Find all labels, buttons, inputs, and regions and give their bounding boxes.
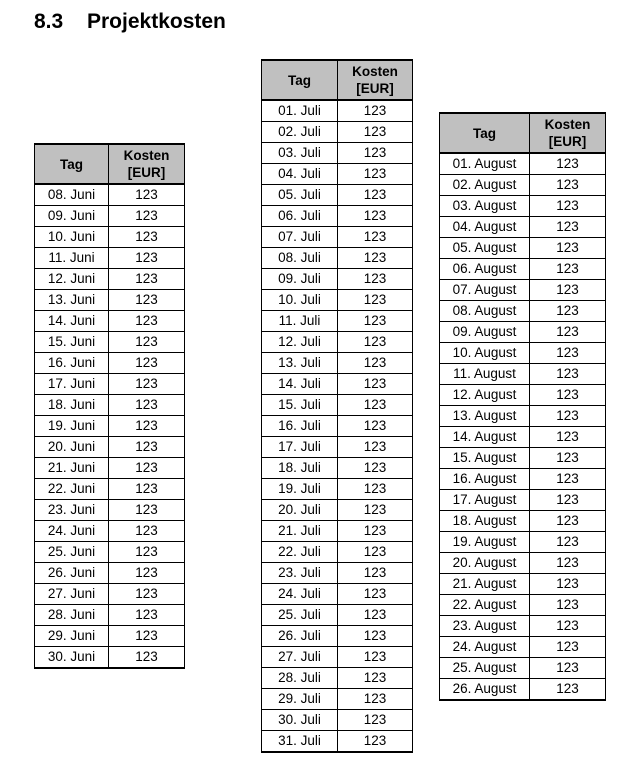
day-cell: 31. Juli (262, 731, 338, 753)
table-row (262, 542, 413, 563)
day-cell: 20. Juni (35, 437, 109, 458)
table-row (35, 416, 185, 437)
cost-cell: 123 (338, 500, 413, 521)
table-row (440, 637, 606, 658)
day-cell: 24. August (440, 637, 530, 658)
table-row (35, 584, 185, 605)
cost-cell: 123 (338, 332, 413, 353)
table-row (440, 427, 606, 448)
table-row (440, 238, 606, 259)
header-cost-label: Kosten (544, 117, 591, 132)
day-cell: 17. Juli (262, 437, 338, 458)
table-row (440, 469, 606, 490)
table-row (35, 248, 185, 269)
day-cell: 22. Juli (262, 542, 338, 563)
table-row (262, 500, 413, 521)
table-row (262, 122, 413, 143)
table-row (262, 563, 413, 584)
table-row (262, 689, 413, 710)
day-cell: 09. Juli (262, 269, 338, 290)
section-number: 8.3 (34, 10, 64, 33)
cost-cell: 123 (530, 490, 606, 511)
table-row (262, 584, 413, 605)
cost-cell: 123 (530, 259, 606, 280)
day-cell: 10. Juni (35, 227, 109, 248)
day-cell: 15. Juli (262, 395, 338, 416)
cost-cell: 123 (530, 322, 606, 343)
day-cell: 17. August (440, 490, 530, 511)
cost-cell: 123 (338, 248, 413, 269)
table-row (262, 248, 413, 269)
table-row (35, 227, 185, 248)
table-row (35, 374, 185, 395)
cost-cell: 123 (530, 574, 606, 595)
cost-cell: 123 (109, 353, 185, 374)
day-cell: 13. Juli (262, 353, 338, 374)
table-row (262, 332, 413, 353)
day-cell: 28. Juni (35, 605, 109, 626)
table-row (262, 353, 413, 374)
column-header-cost (109, 144, 185, 184)
cost-cell: 123 (530, 658, 606, 679)
cost-cell: 123 (338, 710, 413, 731)
day-cell: 20. Juli (262, 500, 338, 521)
table-row (440, 448, 606, 469)
table-row (440, 511, 606, 532)
cost-cell: 123 (530, 553, 606, 574)
day-cell: 12. Juli (262, 332, 338, 353)
day-cell: 05. August (440, 238, 530, 259)
table-row (35, 521, 185, 542)
header-day-label: Tag (288, 72, 311, 88)
section-title: Projektkosten (87, 10, 226, 33)
column-header-day (35, 144, 109, 184)
table-row (440, 217, 606, 238)
table-row (440, 406, 606, 427)
cost-cell: 123 (530, 196, 606, 217)
cost-cell: 123 (530, 153, 606, 175)
day-cell: 10. Juli (262, 290, 338, 311)
day-cell: 25. August (440, 658, 530, 679)
cost-cell: 123 (338, 164, 413, 185)
cost-cell: 123 (338, 227, 413, 248)
day-cell: 10. August (440, 343, 530, 364)
day-cell: 19. August (440, 532, 530, 553)
cost-cell: 123 (530, 364, 606, 385)
cost-cell: 123 (109, 290, 185, 311)
day-cell: 29. Juli (262, 689, 338, 710)
day-cell: 18. Juni (35, 395, 109, 416)
cost-cell: 123 (530, 301, 606, 322)
table-row (440, 616, 606, 637)
cost-cell: 123 (530, 217, 606, 238)
cost-cell: 123 (109, 437, 185, 458)
day-cell: 25. Juni (35, 542, 109, 563)
cost-cell: 123 (530, 343, 606, 364)
table-row (262, 143, 413, 164)
cost-cell: 123 (338, 542, 413, 563)
table-row (262, 731, 413, 753)
day-cell: 13. August (440, 406, 530, 427)
day-cell: 12. Juni (35, 269, 109, 290)
table-row (440, 595, 606, 616)
cost-cell: 123 (530, 175, 606, 196)
table-row (262, 311, 413, 332)
day-cell: 12. August (440, 385, 530, 406)
cost-cell: 123 (338, 122, 413, 143)
cost-cell: 123 (109, 626, 185, 647)
cost-table-juli (261, 59, 413, 753)
table-row (35, 311, 185, 332)
cost-cell: 123 (530, 637, 606, 658)
cost-cell: 123 (530, 385, 606, 406)
day-cell: 14. Juli (262, 374, 338, 395)
cost-cell: 123 (338, 521, 413, 542)
day-cell: 24. Juni (35, 521, 109, 542)
table-row (35, 605, 185, 626)
day-cell: 01. August (440, 153, 530, 175)
table-header-row (262, 60, 413, 100)
cost-cell: 123 (109, 184, 185, 206)
column-header-day (262, 60, 338, 100)
day-cell: 18. August (440, 511, 530, 532)
column-header-day (440, 113, 530, 153)
table-row (35, 500, 185, 521)
day-cell: 07. Juli (262, 227, 338, 248)
day-cell: 26. Juli (262, 626, 338, 647)
table-row (262, 479, 413, 500)
cost-cell: 123 (338, 563, 413, 584)
cost-cell: 123 (338, 626, 413, 647)
cost-cell: 123 (338, 437, 413, 458)
day-cell: 30. Juli (262, 710, 338, 731)
cost-cell: 123 (109, 542, 185, 563)
cost-table-august (439, 112, 606, 701)
cost-cell: 123 (338, 689, 413, 710)
cost-cell: 123 (530, 406, 606, 427)
cost-cell: 123 (109, 206, 185, 227)
day-cell: 04. Juli (262, 164, 338, 185)
table-row (262, 647, 413, 668)
day-cell: 02. August (440, 175, 530, 196)
day-cell: 03. Juli (262, 143, 338, 164)
table-row (262, 668, 413, 689)
table-row (440, 532, 606, 553)
table-row (35, 395, 185, 416)
table-row (262, 374, 413, 395)
header-day-label: Tag (60, 156, 83, 172)
cost-cell: 123 (338, 374, 413, 395)
table-row (440, 490, 606, 511)
day-cell: 18. Juli (262, 458, 338, 479)
cost-cell: 123 (109, 500, 185, 521)
table-row (35, 206, 185, 227)
table-row (35, 269, 185, 290)
table-row (262, 100, 413, 122)
cost-cell: 123 (338, 395, 413, 416)
table-row (440, 679, 606, 701)
day-cell: 02. Juli (262, 122, 338, 143)
cost-cell: 123 (109, 479, 185, 500)
table-row (262, 269, 413, 290)
cost-cell: 123 (109, 269, 185, 290)
table-row (440, 343, 606, 364)
table-row (262, 290, 413, 311)
table-row (35, 563, 185, 584)
table-row (440, 322, 606, 343)
table-row (35, 353, 185, 374)
day-cell: 08. Juni (35, 184, 109, 206)
cost-cell: 123 (338, 584, 413, 605)
table-row (262, 395, 413, 416)
day-cell: 14. August (440, 427, 530, 448)
day-cell: 26. Juni (35, 563, 109, 584)
header-cost-label: Kosten (123, 148, 170, 163)
cost-cell: 123 (530, 616, 606, 637)
cost-cell: 123 (530, 511, 606, 532)
day-cell: 27. Juni (35, 584, 109, 605)
table-row (262, 458, 413, 479)
day-cell: 20. August (440, 553, 530, 574)
day-cell: 14. Juni (35, 311, 109, 332)
cost-cell: 123 (530, 595, 606, 616)
day-cell: 30. Juni (35, 647, 109, 669)
table-row (440, 658, 606, 679)
table-row (35, 437, 185, 458)
cost-cell: 123 (338, 206, 413, 227)
day-cell: 19. Juni (35, 416, 109, 437)
day-cell: 24. Juli (262, 584, 338, 605)
cost-cell: 123 (109, 416, 185, 437)
table-row (262, 605, 413, 626)
table-row (262, 437, 413, 458)
cost-cell: 123 (338, 668, 413, 689)
day-cell: 15. August (440, 448, 530, 469)
day-cell: 22. August (440, 595, 530, 616)
table-header-row (440, 113, 606, 153)
table-row (440, 385, 606, 406)
cost-cell: 123 (338, 143, 413, 164)
table-row (35, 479, 185, 500)
day-cell: 21. Juni (35, 458, 109, 479)
cost-cell: 123 (338, 605, 413, 626)
cost-cell: 123 (338, 290, 413, 311)
table-row (440, 280, 606, 301)
cost-cell: 123 (338, 353, 413, 374)
cost-cell: 123 (109, 521, 185, 542)
column-header-cost (338, 60, 413, 100)
cost-cell: 123 (109, 647, 185, 669)
cost-cell: 123 (530, 238, 606, 259)
section-heading (34, 9, 226, 35)
day-cell: 17. Juni (35, 374, 109, 395)
table-row (35, 647, 185, 669)
cost-cell: 123 (530, 280, 606, 301)
table-row (262, 227, 413, 248)
day-cell: 16. Juni (35, 353, 109, 374)
table-row (440, 175, 606, 196)
day-cell: 22. Juni (35, 479, 109, 500)
day-cell: 15. Juni (35, 332, 109, 353)
day-cell: 23. Juli (262, 563, 338, 584)
day-cell: 11. Juli (262, 311, 338, 332)
cost-table-juni (34, 143, 185, 669)
day-cell: 26. August (440, 679, 530, 701)
header-cost-label: Kosten (352, 64, 398, 79)
table-row (440, 153, 606, 175)
header-cost-unit: [EUR] (127, 165, 166, 180)
day-cell: 01. Juli (262, 100, 338, 122)
cost-cell: 123 (109, 458, 185, 479)
table-row (262, 416, 413, 437)
day-cell: 23. August (440, 616, 530, 637)
day-cell: 06. Juli (262, 206, 338, 227)
day-cell: 27. Juli (262, 647, 338, 668)
table-row (35, 542, 185, 563)
cost-cell: 123 (109, 395, 185, 416)
header-cost-unit: [EUR] (548, 134, 587, 149)
table-row (262, 206, 413, 227)
table-row (35, 626, 185, 647)
day-cell: 16. August (440, 469, 530, 490)
cost-cell: 123 (530, 469, 606, 490)
day-cell: 23. Juni (35, 500, 109, 521)
table-row (440, 553, 606, 574)
table-row (440, 259, 606, 280)
table-row (262, 626, 413, 647)
day-cell: 19. Juli (262, 479, 338, 500)
day-cell: 29. Juni (35, 626, 109, 647)
table-row (262, 521, 413, 542)
cost-cell: 123 (338, 100, 413, 122)
day-cell: 04. August (440, 217, 530, 238)
day-cell: 08. Juli (262, 248, 338, 269)
cost-cell: 123 (530, 532, 606, 553)
day-cell: 05. Juli (262, 185, 338, 206)
table-row (440, 364, 606, 385)
column-header-cost (530, 113, 606, 153)
cost-cell: 123 (338, 269, 413, 290)
header-day-label: Tag (473, 125, 496, 141)
table-row (35, 458, 185, 479)
cost-cell: 123 (338, 185, 413, 206)
day-cell: 11. Juni (35, 248, 109, 269)
day-cell: 16. Juli (262, 416, 338, 437)
day-cell: 06. August (440, 259, 530, 280)
cost-cell: 123 (109, 605, 185, 626)
table-row (262, 185, 413, 206)
day-cell: 03. August (440, 196, 530, 217)
cost-cell: 123 (109, 332, 185, 353)
cost-cell: 123 (109, 227, 185, 248)
day-cell: 21. August (440, 574, 530, 595)
day-cell: 28. Juli (262, 668, 338, 689)
table-row (440, 301, 606, 322)
header-cost-unit: [EUR] (356, 81, 394, 96)
cost-cell: 123 (530, 679, 606, 701)
table-row (440, 574, 606, 595)
day-cell: 21. Juli (262, 521, 338, 542)
cost-cell: 123 (530, 427, 606, 448)
table-row (35, 332, 185, 353)
day-cell: 11. August (440, 364, 530, 385)
cost-cell: 123 (338, 479, 413, 500)
cost-cell: 123 (109, 311, 185, 332)
day-cell: 09. Juni (35, 206, 109, 227)
cost-cell: 123 (109, 248, 185, 269)
day-cell: 25. Juli (262, 605, 338, 626)
cost-cell: 123 (109, 563, 185, 584)
table-header-row (35, 144, 185, 184)
day-cell: 08. August (440, 301, 530, 322)
cost-cell: 123 (338, 731, 413, 753)
cost-cell: 123 (109, 374, 185, 395)
cost-cell: 123 (338, 416, 413, 437)
cost-cell: 123 (338, 647, 413, 668)
table-row (440, 196, 606, 217)
cost-cell: 123 (109, 584, 185, 605)
day-cell: 07. August (440, 280, 530, 301)
cost-cell: 123 (338, 311, 413, 332)
cost-cell: 123 (338, 458, 413, 479)
table-row (35, 184, 185, 206)
table-row (262, 710, 413, 731)
day-cell: 09. August (440, 322, 530, 343)
table-row (262, 164, 413, 185)
table-row (35, 290, 185, 311)
cost-cell: 123 (530, 448, 606, 469)
day-cell: 13. Juni (35, 290, 109, 311)
